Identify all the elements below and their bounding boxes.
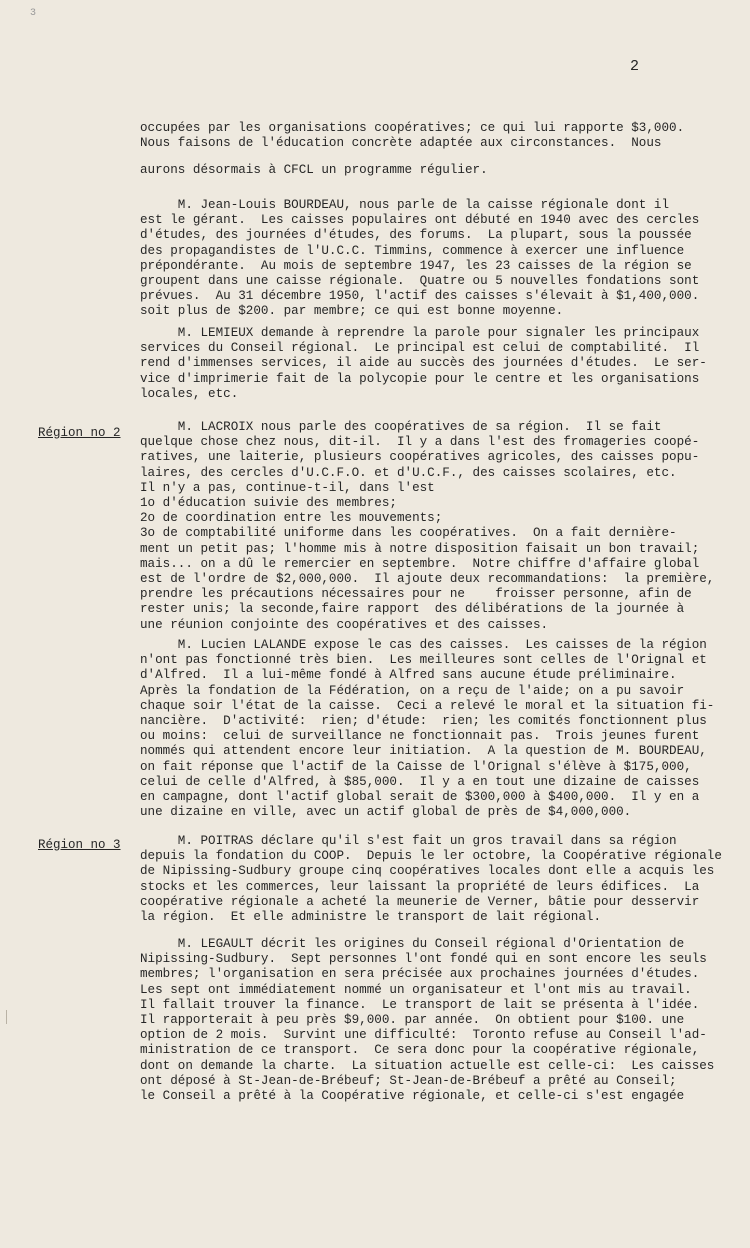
text-line: dont on demande la charte. La situation actuelle est celle-ci: Les caisses [140, 1058, 715, 1073]
text-line: 2o de coordination entre les mouvements; [140, 511, 443, 526]
paragraph [140, 163, 730, 178]
text-line: prépondérante. Au mois de septembre 1947, les 23 caisses de la région se [140, 258, 692, 273]
text-line: on fait réponse que l'actif de la Caisse de l'Orignal s'élève à $175,000, [140, 759, 692, 774]
text-line: des propagandistes de l'U.C.C. Timmins, commence à exercer une influence [140, 243, 685, 258]
text-line: Nous faisons de l'éducation concrète adaptée aux circonstances. Nous [140, 136, 662, 151]
text-line: Il n'y a pas, continue-t-il, dans l'est [140, 480, 435, 495]
text-line: 3o de comptabilité uniforme dans les coopératives. On a fait dernière- [140, 526, 677, 541]
text-line: n'ont pas fonctionné très bien. Les meilleures sont celles de l'Orignal et [140, 653, 707, 668]
paragraph [140, 937, 730, 1104]
text-line: M. LEMIEUX demande à reprendre la parole pour signaler les principaux [140, 326, 700, 340]
text-line: M. LEGAULT décrit les origines du Conseil régional d'Orientation de [140, 937, 685, 951]
paragraph [140, 420, 730, 633]
text-line: chaque soir l'état de la caisse. Ceci a relevé le moral et la situation fi- [140, 698, 715, 713]
text-line: quelque chose chez nous, dit-il. Il y a dans l'est des fromageries coopé- [140, 435, 700, 450]
text-line: une réunion conjointe des coopératives et des caisses. [140, 617, 549, 632]
text-line: Les sept ont immédiatement nommé un organisateur et l'ont mis au travail. [140, 982, 692, 997]
text-line: rend d'immenses services, il aide au succès des journées d'études. Le ser- [140, 356, 707, 371]
text-line: soit plus de $200. par membre; ce qui est bonne moyenne. [140, 304, 564, 319]
text-line: est le gérant. Les caisses populaires ont débuté en 1940 avec des cercles [140, 213, 700, 228]
text-line: Il rapporterait à peu près $9,000. par année. On obtient pour $100. une [140, 1013, 685, 1028]
text-line: stocks et les commerces, leur laissant la propriété de leurs édifices. La [140, 879, 700, 894]
text-line: le Conseil a prêté à la Coopérative régionale, et celle-ci s'est engagée [140, 1089, 685, 1104]
text-line: M. Jean-Louis BOURDEAU, nous parle de la caisse régionale dont il [140, 198, 670, 212]
corner-mark: 3 [30, 8, 37, 19]
page-edge-mark [6, 1010, 11, 1024]
margin-label-region-3: Région no 3 [38, 838, 121, 852]
text-line: est de l'ordre de $2,000,000. Il ajoute deux recommandations: la première, [140, 572, 715, 587]
text-line: M. POITRAS déclare qu'il s'est fait un gros travail dans sa région [140, 834, 677, 848]
paragraph [140, 834, 730, 925]
text-line: Nipissing-Sudbury. Sept personnes l'ont fondé qui en sont encore les seuls [140, 952, 707, 967]
paragraph [140, 121, 730, 151]
text-line: ment un petit pas; l'homme mis à notre disposition faisait un bon travail; [140, 541, 700, 556]
text-line: laires, des cercles d'U.C.F.O. et d'U.C.F., des caisses scolaires, etc. [140, 465, 677, 480]
text-line: nommés qui attendent encore leur initiation. A la question de M. BOURDEAU, [140, 744, 707, 759]
text-line: d'Alfred. Il a lui-même fondé à Alfred sans aucune étude préliminaire. [140, 668, 677, 683]
text-line: prendre les précautions nécessaires pour ne froisser personne, afin de [140, 587, 692, 602]
text-line: de Nipissing-Sudbury groupe cinq coopératives locales dont elle a acquis les [140, 864, 715, 879]
text-line: coopérative régionale a acheté la meunerie de Verner, bâtie pour desservir [140, 894, 700, 909]
paragraph [140, 326, 730, 402]
text-line: ratives, une laiterie, plusieurs coopératives agricoles, des caisses popu- [140, 450, 700, 465]
text-line: option de 2 mois. Survint une difficulté: Toronto refuse au Conseil l'ad- [140, 1028, 707, 1043]
text-line: la région. Et elle administre le transport de lait régional. [140, 910, 602, 925]
text-line: celui de celle d'Alfred, à $85,000. Il y a en tout une dizaine de caisses [140, 774, 700, 789]
text-line: nancière. D'activité: rien; d'étude: rien; les comités fonctionnent plus [140, 714, 707, 729]
text-line: Après la fondation de la Fédération, on a reçu de l'aide; on a pu savoir [140, 683, 685, 698]
text-line: mais... on a dû le remercier en septembre. Notre chiffre d'affaire global [140, 556, 700, 571]
paragraph [140, 198, 730, 320]
text-line: 1o d'éducation suivie des membres; [140, 496, 397, 511]
text-line: membres; l'organisation en sera précisée aux prochaines journées d'études. [140, 967, 700, 982]
text-line: ministration de ce transport. Ce sera donc pour la coopérative régionale, [140, 1043, 700, 1058]
text-line: rester unis; la seconde,faire rapport des délibérations de la journée à [140, 602, 685, 617]
text-line: groupent dans une caisse régionale. Quatre ou 5 nouvelles fondations sont [140, 274, 700, 289]
text-line: occupées par les organisations coopératives; ce qui lui rapporte $3,000. [140, 121, 685, 135]
text-line: aurons désormais à CFCL un programme régulier. [140, 163, 488, 177]
margin-label-region-2: Région no 2 [38, 426, 121, 440]
text-line: en campagne, dont l'actif global serait de $300,000 à $400,000. Il y en a [140, 790, 700, 805]
text-line: ont déposé à St-Jean-de-Brébeuf; St-Jean-de-Brébeuf a prêté au Conseil; [140, 1073, 677, 1088]
text-line: d'études, des journées d'études, des forums. La plupart, sous la poussée [140, 228, 692, 243]
text-line: vice d'imprimerie fait de la polycopie pour le centre et les organisations [140, 371, 700, 386]
text-line: prévues. Au 31 décembre 1950, l'actif des caisses s'élevait à $1,400,000. [140, 289, 700, 304]
text-line: depuis la fondation du COOP. Depuis le ler octobre, la Coopérative régionale [140, 849, 722, 864]
text-line: une dizaine en ville, avec un actif global de près de $4,000,000. [140, 805, 632, 820]
text-line: ou moins: celui de surveillance ne fonctionnait pas. Trois jeunes furent [140, 729, 700, 744]
text-line: Il fallait trouver la finance. Le transport de lait se présenta à l'idée. [140, 997, 700, 1012]
page-number: 2 [630, 58, 640, 75]
paragraph [140, 638, 730, 820]
text-line: locales, etc. [140, 386, 239, 401]
text-line: M. Lucien LALANDE expose le cas des caisses. Les caisses de la région [140, 638, 707, 652]
text-line: M. LACROIX nous parle des coopératives de sa région. Il se fait [140, 420, 662, 434]
text-line: services du Conseil régional. Le principal est celui de comptabilité. Il [140, 341, 700, 356]
